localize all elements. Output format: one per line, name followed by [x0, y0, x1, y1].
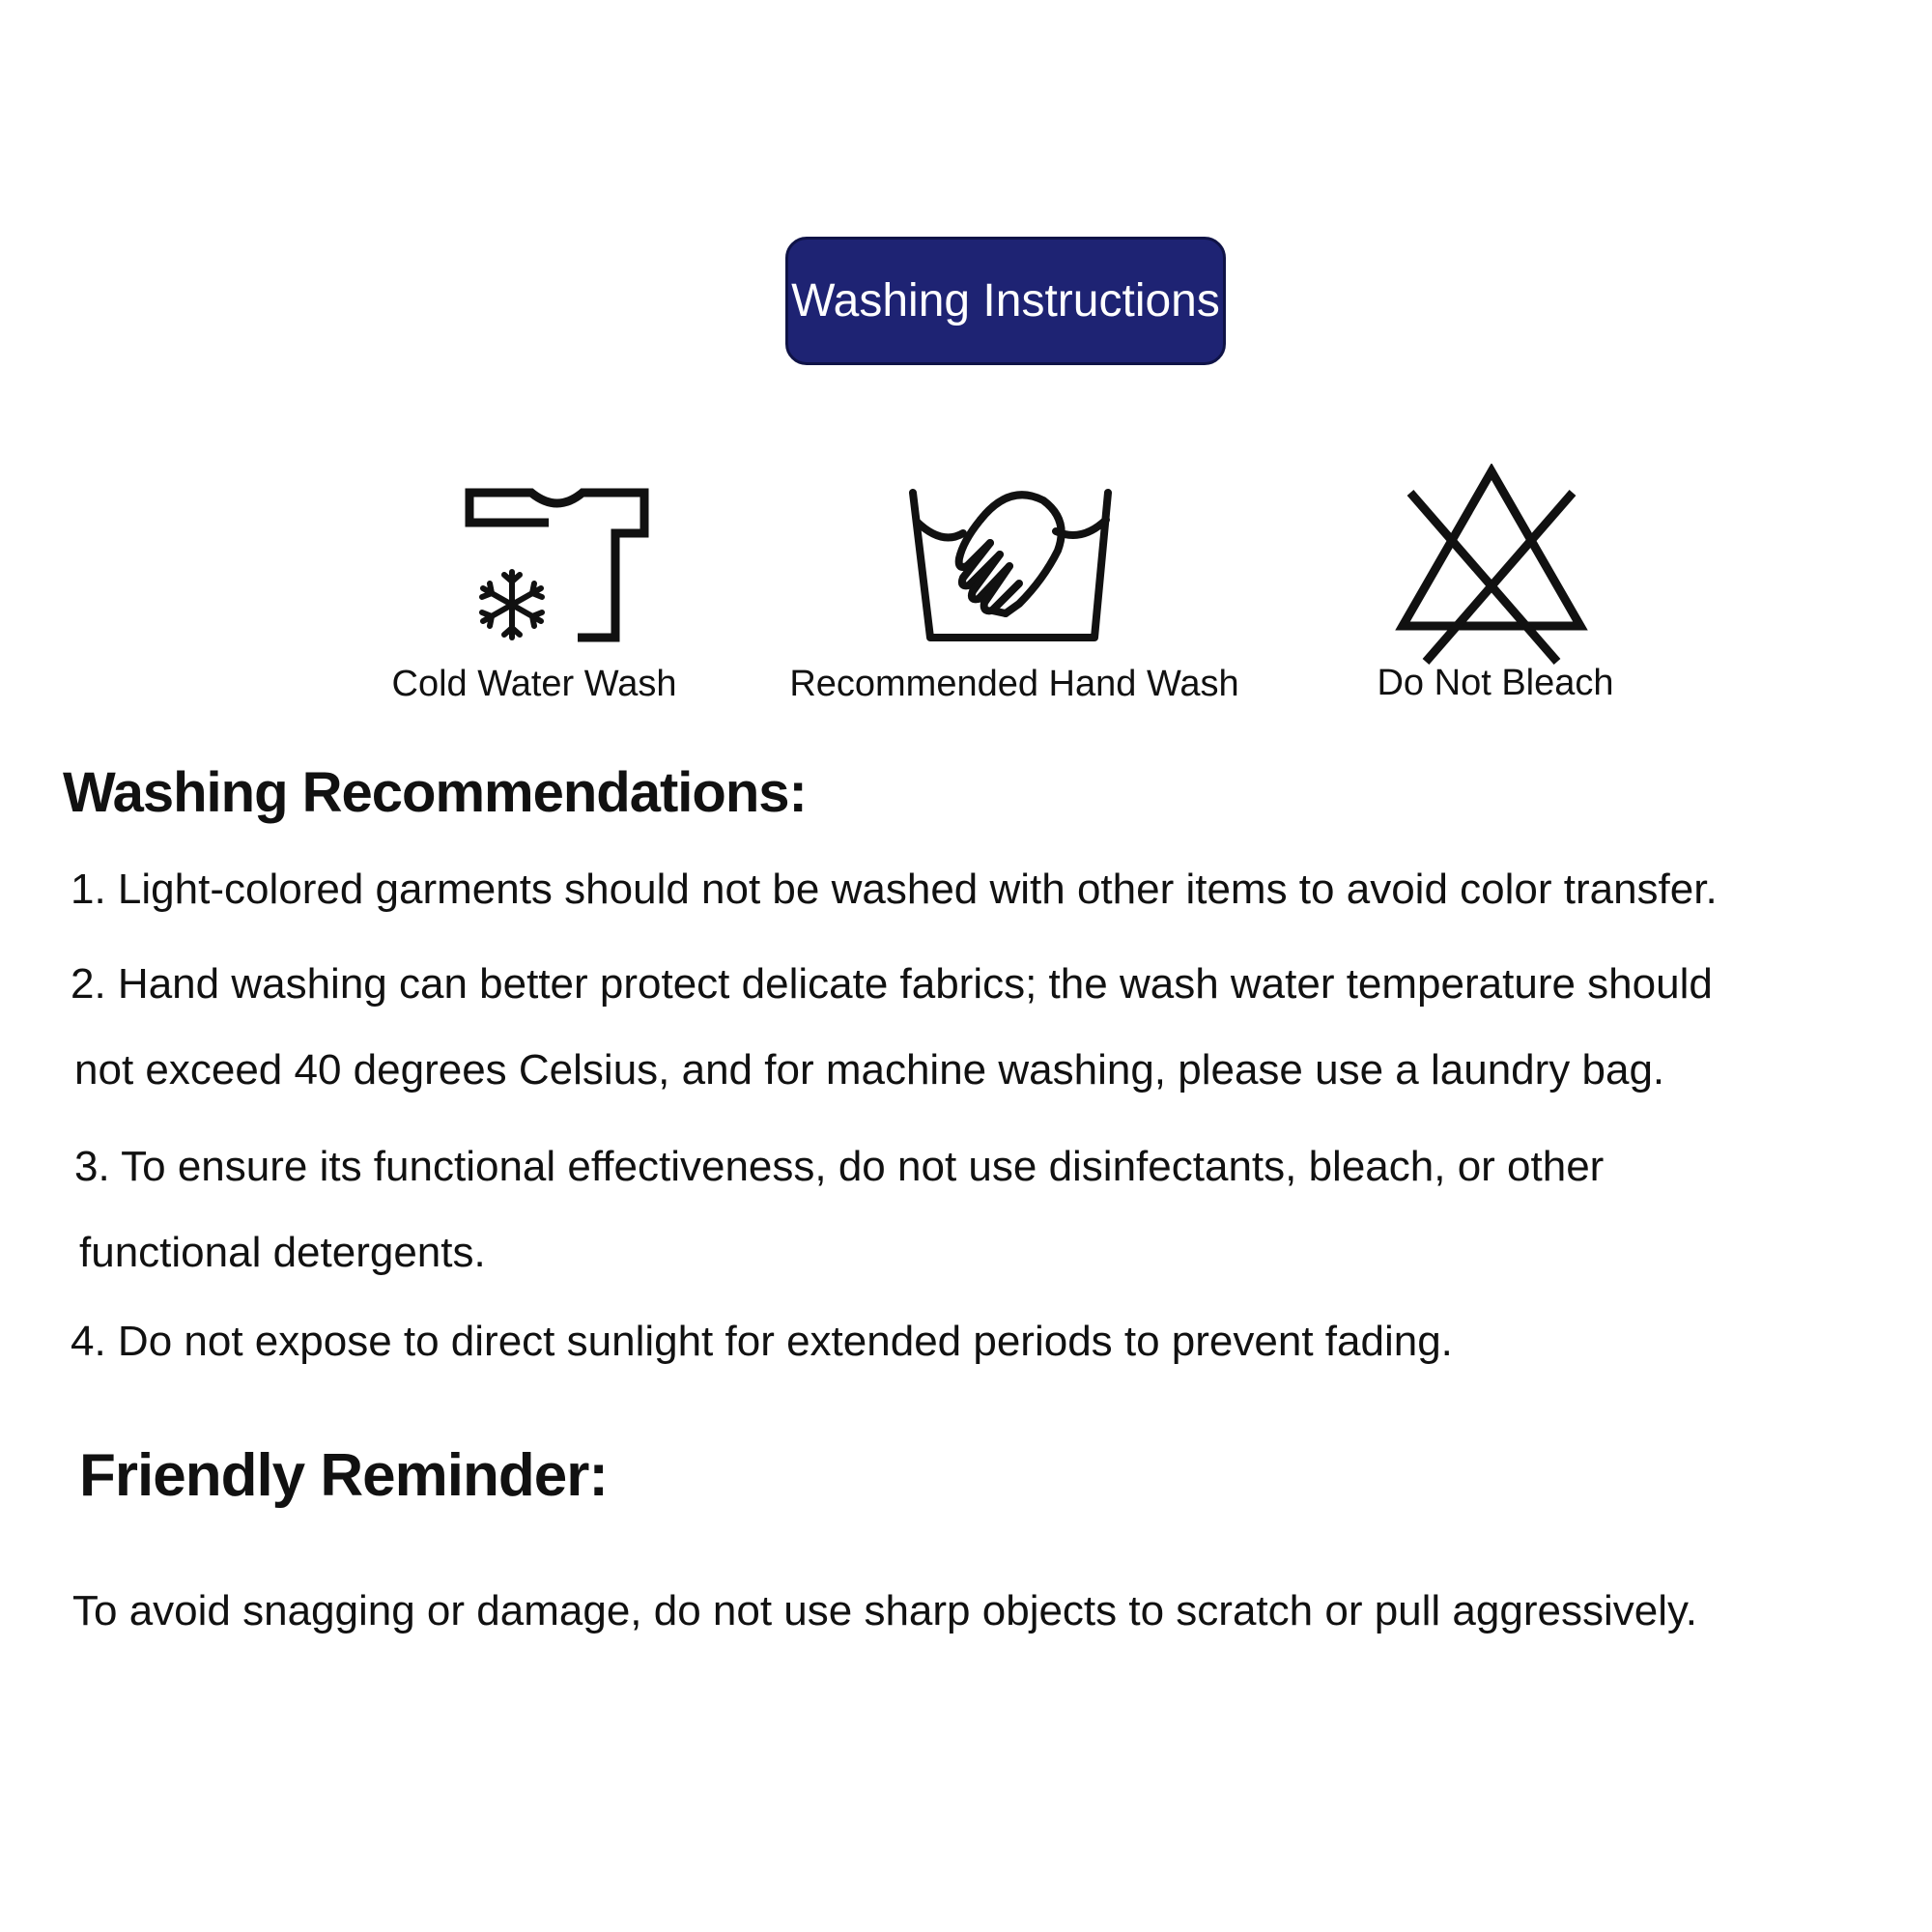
- recommendation-item-2-line-2: not exceed 40 degrees Celsius, and for machine washing, please use a laundry bag.: [74, 1046, 1665, 1094]
- recommendation-item-4: 4. Do not expose to direct sunlight for extended periods to prevent fading.: [71, 1318, 1453, 1365]
- hand-wash-label: Recommended Hand Wash: [789, 664, 1239, 704]
- do-not-bleach-label: Do Not Bleach: [1377, 663, 1614, 703]
- recommendation-item-3-line-2: functional detergents.: [79, 1229, 486, 1276]
- reminder-text: To avoid snagging or damage, do not use sharp objects to scratch or pull aggressively.: [72, 1587, 1697, 1634]
- hand-wash-icon: [903, 483, 1118, 647]
- recommendation-item-2-line-1: 2. Hand washing can better protect delicate fabrics; the wash water temperature should: [71, 960, 1713, 1008]
- badge-title: Washing Instructions: [791, 275, 1220, 327]
- recommendation-item-1: 1. Light-colored garments should not be washed with other items to avoid color transfer.: [71, 866, 1718, 913]
- washing-instructions-badge: [785, 237, 1226, 365]
- do-not-bleach-icon: [1391, 464, 1594, 665]
- recommendation-item-3-line-1: 3. To ensure its functional effectiveness, do not use disinfectants, bleach, or other: [74, 1143, 1605, 1190]
- cold-water-wash-icon: [454, 483, 676, 652]
- recommendations-heading: Washing Recommendations:: [63, 761, 807, 824]
- reminder-heading: Friendly Reminder:: [79, 1442, 608, 1509]
- cold-water-wash-label: Cold Water Wash: [391, 664, 677, 704]
